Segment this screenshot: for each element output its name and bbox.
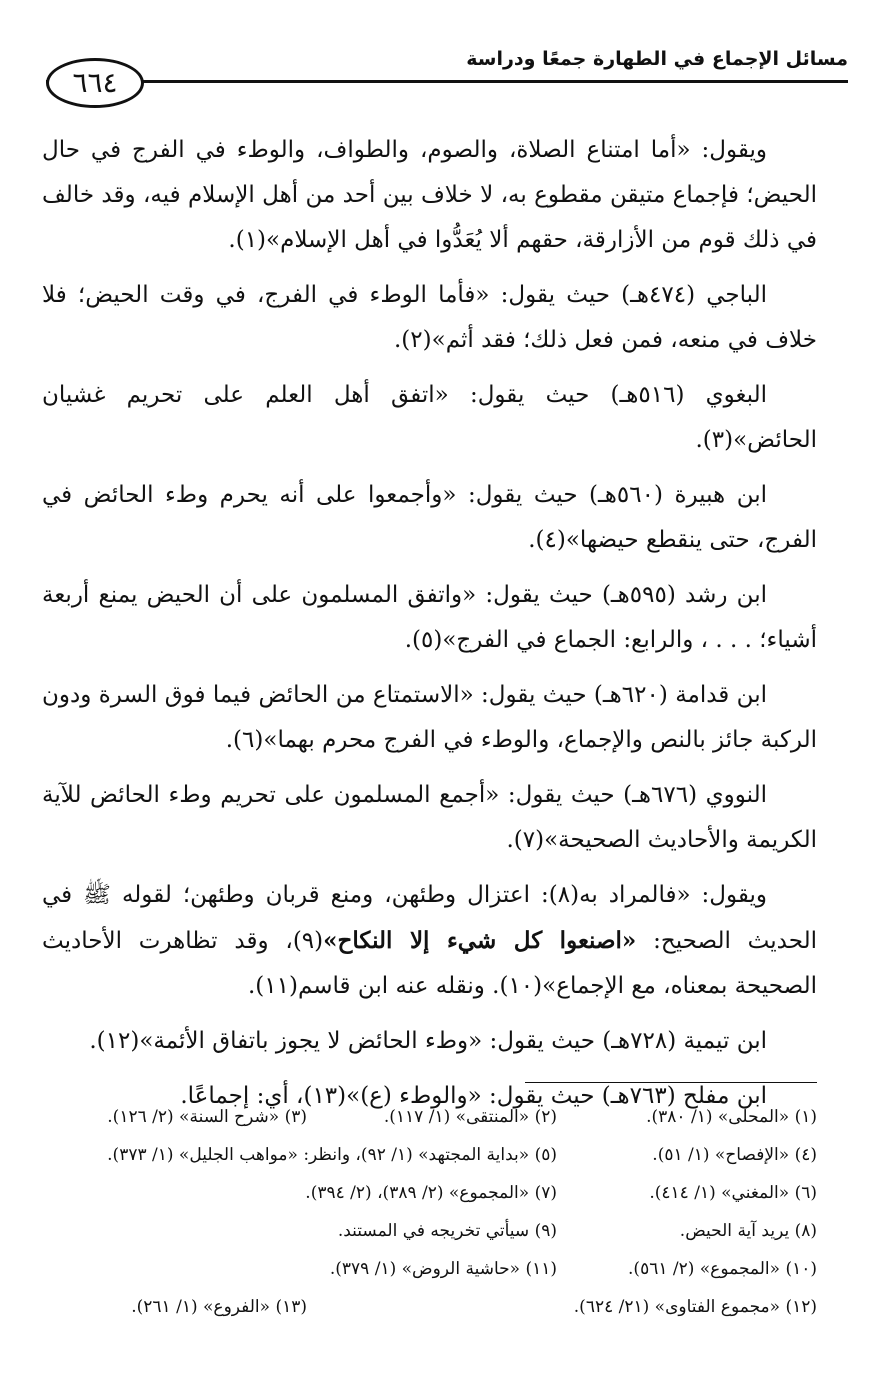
page-header	[46, 40, 848, 110]
footnote-row	[57, 1138, 817, 1176]
paragraph	[42, 873, 817, 1009]
footnote: (١) «المحلى» (١/ ٣٨٠).	[646, 1107, 817, 1127]
page-number: ٦٦٤	[46, 58, 144, 108]
paragraph: ابن هبيرة (٥٦٠هـ) حيث يقول: «وأجمعوا على أنه يحرم وطء الحائض في الفرج، حتى ينقطع حيضها»(٤).	[42, 482, 817, 553]
paragraph: ويقول: «أما امتناع الصلاة، والصوم، والطواف، والوطء في الفرج في حال الحيض؛ فإجماع متيقن مقطوع به، لا خلاف بين أحد من أهل الإسلام فيه، وقد خالف في ذلك قوم من الأزارقة، حقهم ألا يُعَدُّوا في أهل الإسلام»(١).	[42, 137, 817, 253]
header-rule	[46, 80, 848, 83]
paragraph: ابن رشد (٥٩٥هـ) حيث يقول: «واتفق المسلمون على أن الحيض يمنع أربعة أشياء؛ . . . ، والرابع: الجماع في الفرج»(٥).	[42, 582, 817, 653]
footnote: (٤) «الإفصاح» (١/ ٥١).	[652, 1145, 817, 1165]
paragraph: ابن تيمية (٧٢٨هـ) حيث يقول: «وطء الحائض لا يجوز باتفاق الأئمة»(١٢).	[89, 1028, 767, 1054]
footnote: (٣) «شرح السنة» (٢/ ١٢٦).	[107, 1107, 307, 1127]
footnote: (٩) سيأتي تخريجه في المستند.	[337, 1221, 557, 1241]
paragraph: ابن قدامة (٦٢٠هـ) حيث يقول: «الاستمتاع من الحائض فيما فوق السرة ودون الركبة جائز بالنص والإجماع، والوطء في الفرج محرم بهما»(٦).	[42, 682, 817, 753]
running-title: مسائل الإجماع في الطهارة جمعًا ودراسة	[466, 48, 848, 70]
footnote-row	[57, 1290, 817, 1328]
paragraph: البغوي (٥١٦هـ) حيث يقول: «اتفق أهل العلم على تحريم غشيان الحائض»(٣).	[42, 382, 817, 453]
main-text	[42, 128, 817, 1129]
footnotes	[57, 1100, 817, 1328]
footnote: (٦) «المغني» (١/ ٤١٤).	[649, 1183, 817, 1203]
footnote-row	[57, 1100, 817, 1138]
paragraph-text: (٩)، وقد تظاهرت الأحاديث الصحيحة بمعناه، مع الإجماع»(١٠). ونقله عنه ابن قاسم(١١).	[42, 928, 817, 999]
hadith-quote: «اصنعوا كل شيء إلا النكاح»	[323, 927, 637, 954]
footnote: (٢) «المنتقى» (١/ ١١٧).	[383, 1107, 557, 1127]
footnote: (١٢) «مجموع الفتاوى» (٢١/ ٦٢٤).	[573, 1297, 817, 1317]
paragraph: ابن مفلح (٧٦٣هـ) حيث يقول: «والوطء (ع)»(١٣)، أي: إجماعًا.	[180, 1083, 767, 1109]
footnote: (١٣) «الفروع» (١/ ٢٦١).	[131, 1297, 307, 1317]
footnote-row	[57, 1252, 817, 1290]
footnote: (٨) يريد آية الحيض.	[679, 1221, 817, 1241]
paragraph: النووي (٦٧٦هـ) حيث يقول: «أجمع المسلمون على تحريم وطء الحائض للآية الكريمة والأحاديث الصحيحة»(٧).	[42, 782, 817, 853]
paragraph: الباجي (٤٧٤هـ) حيث يقول: «فأما الوطء في الفرج، في وقت الحيض؛ فلا خلاف في منعه، فمن فعل ذلك؛ فقد أثم»(٢).	[42, 282, 817, 353]
paragraph-text: ويقول: «فالمراد به(٨): اعتزال وطئهن، ومنع قربان وطئهن؛ لقوله ﷺ في الحديث الصحيح:	[42, 882, 817, 954]
footnote-row	[57, 1176, 817, 1214]
footnote-separator	[525, 1082, 817, 1083]
footnote: (٥) «بداية المجتهد» (١/ ٩٢)، وانظر: «مواهب الجليل» (١/ ٣٧٣).	[107, 1145, 557, 1165]
footnote: (١١) «حاشية الروض» (١/ ٣٧٩).	[329, 1259, 557, 1279]
footnote-row	[57, 1214, 817, 1252]
footnote: (٧) «المجموع» (٢/ ٣٨٩)، (٢/ ٣٩٤).	[305, 1183, 557, 1203]
footnote: (١٠) «المجموع» (٢/ ٥٦١).	[628, 1259, 817, 1279]
